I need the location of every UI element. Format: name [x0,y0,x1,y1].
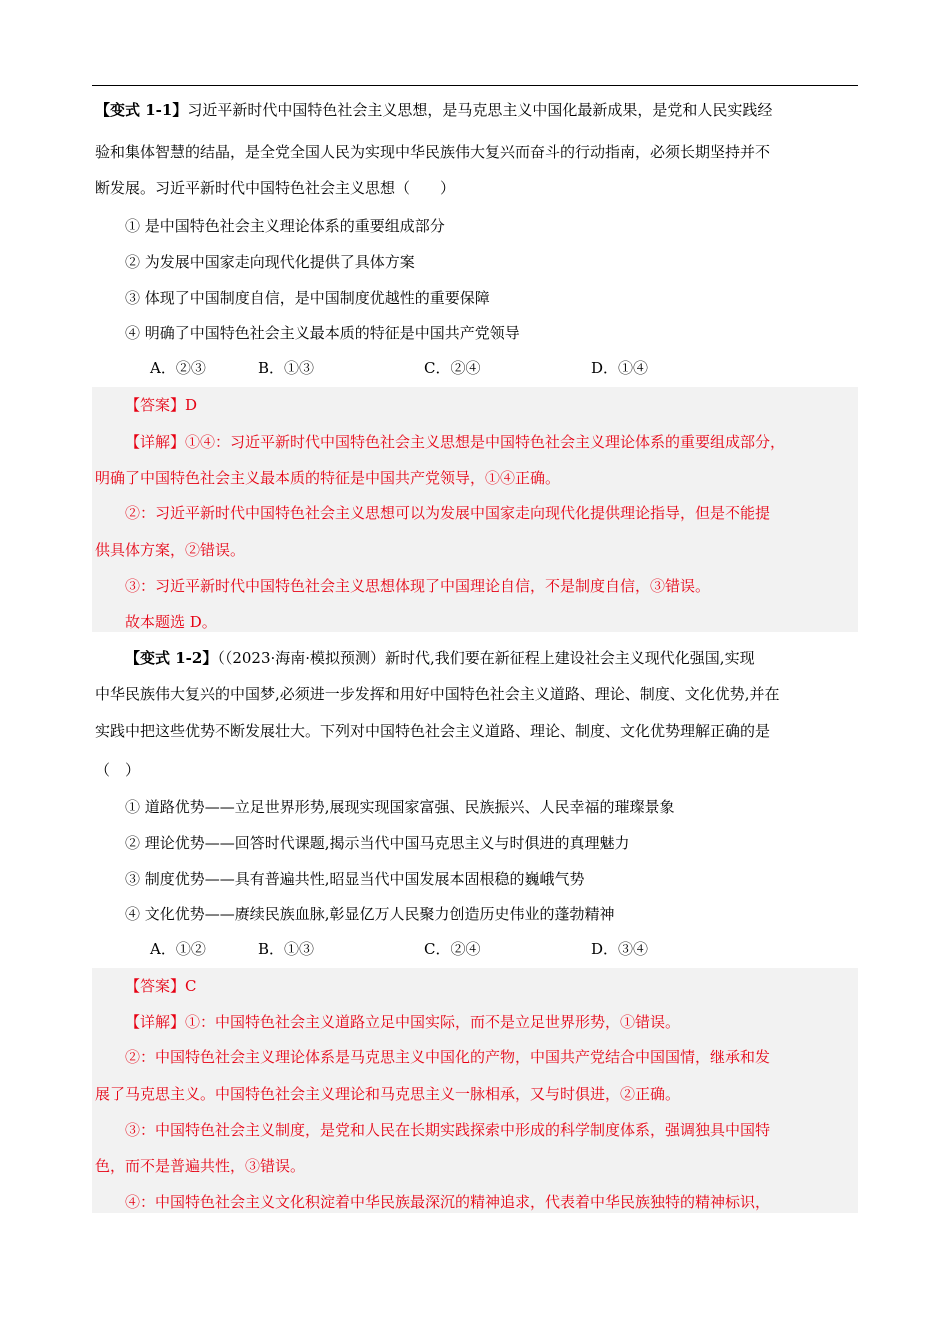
q2-stem-line-3: 实践中把这些优势不断发展壮大。下列对中国特色社会主义道路、理论、制度、文化优势理解正确的是 [95,722,771,740]
q1-label: 【变式 1-1】 [95,101,188,119]
q2-option-b: B．①③ [258,940,315,958]
q1-explain-2: 明确了中国特色社会主义最本质的特征是中国共产党领导，①④正确。 [95,469,561,487]
q1-explain-5: ③：习近平新时代中国特色社会主义思想体现了中国理论自信，不是制度自信，③错误。 [125,577,711,595]
q2-explain-1: 【详解】①：中国特色社会主义道路立足中国实际，而不是立足世界形势，①错误。 [125,1013,681,1031]
q2-item-1: ① 道路优势——立足世界形势,展现实现国家富强、民族振兴、人民幸福的璀璨景象 [125,798,675,816]
q1-answer: 【答案】D [125,396,198,414]
q2-option-d: D．③④ [591,940,649,958]
q1-option-a: A．②③ [150,359,206,377]
q1-explain-6: 故本题选 D。 [125,613,217,631]
q2-label: 【变式 1-2】 [125,649,218,667]
q1-stem-line-3: 断发展。习近平新时代中国特色社会主义思想（ ） [95,179,456,197]
q2-stem-line-2: 中华民族伟大复兴的中国梦,必须进一步发挥和用好中国特色社会主义道路、理论、制度、文化优势,并在 [95,685,780,703]
q2-item-3: ③ 制度优势——具有普遍共性,昭显当代中国发展本固根稳的巍峨气势 [125,870,585,888]
q2-option-c: C．②④ [424,940,481,958]
q2-answer: 【答案】C [125,977,197,995]
q1-explain-3: ②：习近平新时代中国特色社会主义思想可以为发展中国家走向现代化提供理论指导，但是不能提 [125,504,771,522]
q2-stem-line-4: （ ） [95,761,141,779]
header-rule [92,85,858,86]
q2-explain-3: 展了马克思主义。中国特色社会主义理论和马克思主义一脉相承，又与时俱进，②正确。 [95,1085,681,1103]
q1-item-2: ② 为发展中国家走向现代化提供了具体方案 [125,253,415,271]
q1-explain-4: 供具体方案，②错误。 [95,541,246,559]
q1-explain-1: 【详解】①④：习近平新时代中国特色社会主义思想是中国特色社会主义理论体系的重要组成部分， [125,433,786,451]
q2-option-a: A．①② [150,940,206,958]
q1-item-1: ① 是中国特色社会主义理论体系的重要组成部分 [125,217,445,235]
q1-item-4: ④ 明确了中国特色社会主义最本质的特征是中国共产党领导 [125,324,520,342]
q1-item-3: ③ 体现了中国制度自信，是中国制度优越性的重要保障 [125,289,490,307]
q2-explain-6: ④：中国特色社会主义文化积淀着中华民族最深沉的精神追求，代表着中华民族独特的精神标识， [125,1193,771,1211]
q2-explain-4: ③：中国特色社会主义制度，是党和人民在长期实践探索中形成的科学制度体系，强调独具中国特 [125,1121,771,1139]
q1-option-b: B．①③ [258,359,315,377]
q2-item-4: ④ 文化优势——赓续民族血脉,彰显亿万人民聚力创造历史伟业的蓬勃精神 [125,905,615,923]
q2-explain-5: 色，而不是普遍共性，③错误。 [95,1157,306,1175]
q1-option-c: C．②④ [424,359,481,377]
q1-stem-line-2: 验和集体智慧的结晶，是全党全国人民为实现中华民族伟大复兴而奋斗的行动指南，必须长期坚持并不 [95,143,771,161]
q2-explain-2: ②：中国特色社会主义理论体系是马克思主义中国化的产物，中国共产党结合中国国情，继承和发 [125,1048,771,1066]
q2-item-2: ② 理论优势——回答时代课题,揭示当代中国马克思主义与时俱进的真理魅力 [125,834,630,852]
q1-stem-line-1: 【变式 1-1】习近平新时代中国特色社会主义思想，是马克思主义中国化最新成果，是党和人民实践经 [95,101,773,119]
q2-stem-line-1: 【变式 1-2】（（2023·海南·模拟预测）新时代,我们要在新征程上建设社会主义现代化强国,实现 [125,649,755,667]
q1-option-d: D．①④ [591,359,649,377]
